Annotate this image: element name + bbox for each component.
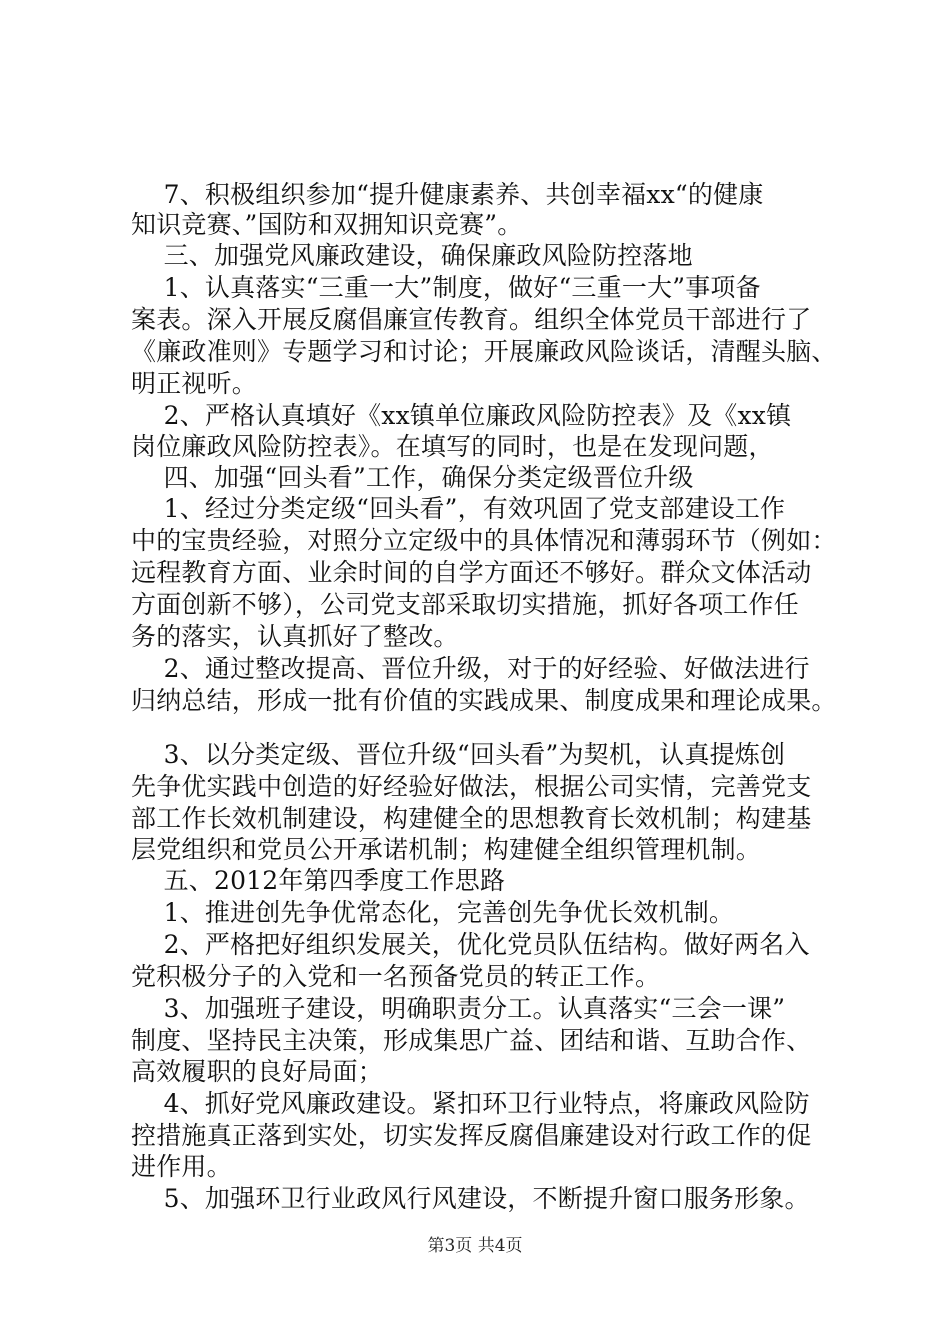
text-line: 党积极分子的入党和一名预备党员的转正工作。 — [131, 962, 661, 991]
text-line: 明正视听。 — [131, 369, 258, 398]
text-line: 3、以分类定级、晋位升级“回头看”为契机，认真提炼创 — [131, 740, 786, 769]
text-line: 岗位廉政风险防控表》。在填写的同时，也是在发现问题， — [131, 432, 774, 461]
text-line: 部工作长效机制建设，构建健全的思想教育长效机制；构建基 — [131, 804, 812, 833]
text-line: 高效履职的良好局面； — [131, 1057, 384, 1086]
text-line: 归纳总结，形成一批有价值的实践成果、制度成果和理论成果。 — [131, 686, 837, 715]
text-line: 5、加强环卫行业政风行风建设，不断提升窗口服务形象。 — [131, 1184, 810, 1213]
section-heading: 五、2012年第四季度工作思路 — [131, 866, 506, 895]
section-heading: 三、加强党风廉政建设，确保廉政风险防控落地 — [131, 241, 693, 270]
text-line: 务的落实，认真抓好了整改。 — [131, 622, 459, 651]
text-line: 进作用。 — [131, 1152, 232, 1181]
text-line: 1、推进创先争优常态化，完善创先争优长效机制。 — [131, 898, 735, 927]
text-line: 4、抓好党风廉政建设。紧扣环卫行业特点，将廉政风险防 — [131, 1089, 810, 1118]
text-line: 3、加强班子建设，明确职责分工。认真落实“三会一课” — [131, 994, 786, 1023]
text-line: 方面创新不够），公司党支部采取切实措施，抓好各项工作任 — [131, 590, 799, 619]
text-line: 《廉政准则》专题学习和讨论；开展廉政风险谈话，清醒头脑、 — [131, 337, 837, 366]
page-number-footer: 第3页 共4页 — [427, 1236, 523, 1256]
text-line: 控措施真正落到实处，切实发挥反腐倡廉建设对行政工作的促 — [131, 1121, 812, 1150]
text-line: 1、认真落实“三重一大”制度，做好“三重一大”事项备 — [131, 273, 761, 302]
section-heading: 四、加强“回头看”工作，确保分类定级晋位升级 — [131, 463, 694, 492]
text-line: 1、经过分类定级“回头看”，有效巩固了党支部建设工作 — [131, 494, 786, 523]
text-line: 7、积极组织参加“提升健康素养、共创幸福xx“的健康 — [131, 180, 764, 209]
text-line: 知识竞赛、”国防和双拥知识竞赛”。 — [131, 210, 523, 239]
text-line: 远程教育方面、业余时间的自学方面还不够好。群众文体活动 — [131, 558, 812, 587]
text-line: 2、严格认真填好《xx镇单位廉政风险防控表》及《xx镇 — [131, 401, 792, 430]
text-line: 先争优实践中创造的好经验好做法，根据公司实情，完善党支 — [131, 772, 812, 801]
text-line: 2、严格把好组织发展关，优化党员队伍结构。做好两名入 — [131, 930, 810, 959]
text-line: 2、通过整改提高、晋位升级，对于的好经验、好做法进行 — [131, 654, 810, 683]
text-line: 案表。深入开展反腐倡廉宣传教育。组织全体党员干部进行了 — [131, 305, 812, 334]
text-line: 制度、坚持民主决策，形成集思广益、团结和谐、互助合作、 — [131, 1026, 812, 1055]
text-line: 中的宝贵经验，对照分立定级中的具体情况和薄弱环节（例如： — [131, 526, 837, 555]
text-line: 层党组织和党员公开承诺机制；构建健全组织管理机制。 — [131, 835, 762, 864]
